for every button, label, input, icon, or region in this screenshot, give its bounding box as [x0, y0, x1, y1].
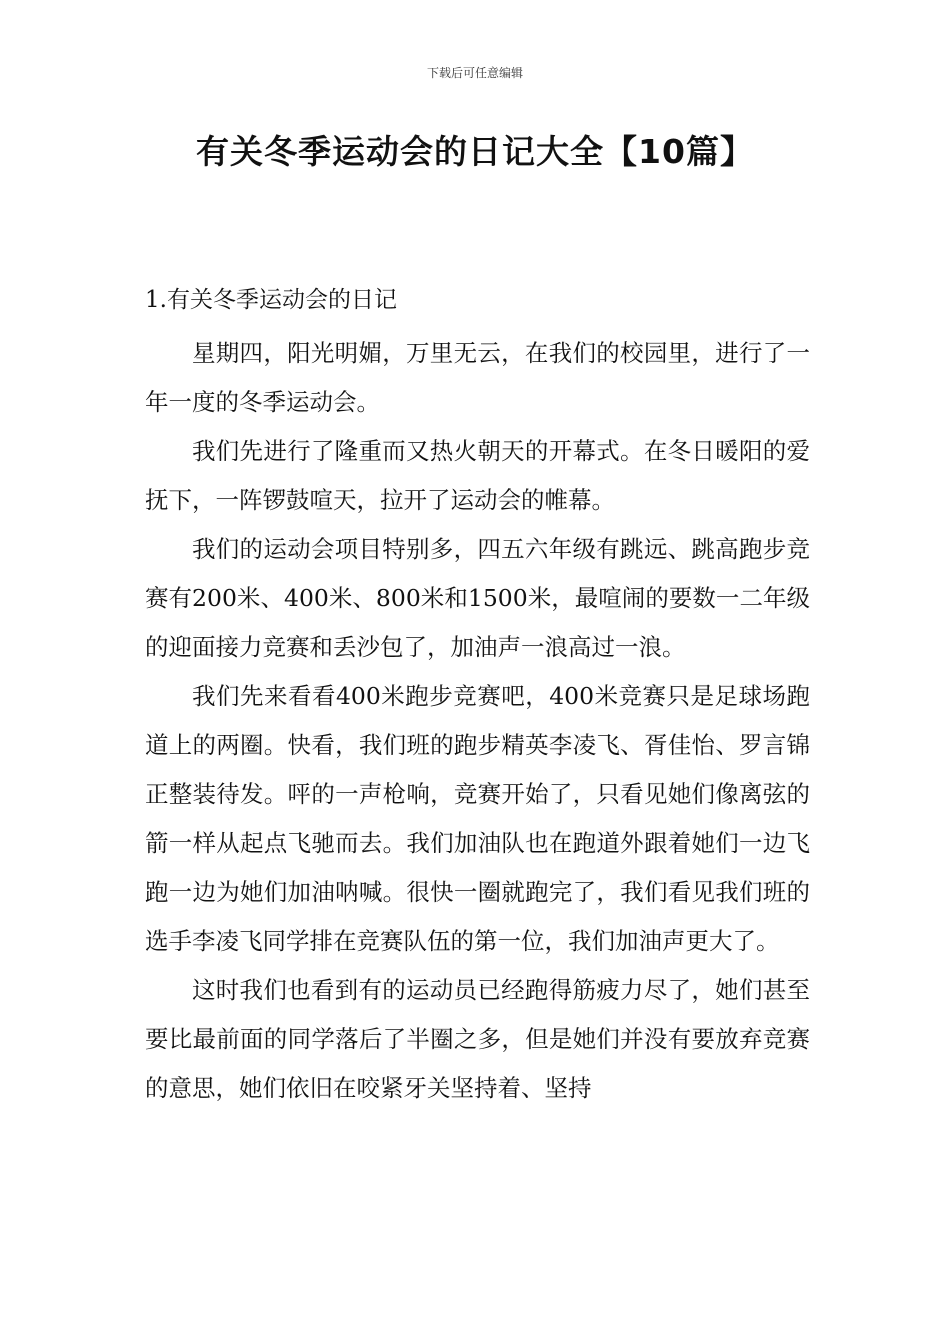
paragraph-1: 星期四，阳光明媚，万里无云，在我们的校园里，进行了一年一度的冬季运动会。 [145, 339, 810, 416]
document-body [145, 280, 810, 1113]
document-title: 有关冬季运动会的日记大全【10篇】 [196, 132, 754, 171]
section-heading: 1.有关冬季运动会的日记 [145, 287, 397, 313]
paragraph-4: 我们先来看看400米跑步竞赛吧，400米竞赛只是足球场跑道上的两圈。快看，我们班的跑步精英李凌飞、胥佳怡、罗言锦正整装待发。呯的一声枪响，竞赛开始了，只看见她们像离弦的箭一样从起点飞驰而去。我们加油队也在跑道外跟着她们一边飞跑一边为她们加油呐喊。很快一圈就跑完了，我们看见我们班的选手李凌飞同学排在竞赛队伍的第一位，我们加油声更大了。 [145, 682, 810, 955]
paragraph-2: 我们先进行了隆重而又热火朝天的开幕式。在冬日暖阳的爱抚下，一阵锣鼓喧天，拉开了运动会的帷幕。 [145, 437, 810, 514]
header-note: 下载后可任意编辑 [426, 66, 523, 80]
paragraph-5: 这时我们也看到有的运动员已经跑得筋疲力尽了，她们甚至要比最前面的同学落后了半圈之多，但是她们并没有要放弃竞赛的意思，她们依旧在咬紧牙关坚持着、坚持 [145, 976, 810, 1102]
paragraph-3: 我们的运动会项目特别多，四五六年级有跳远、跳高跑步竞赛有200米、400米、800米和1500米，最喧闹的要数一二年级的迎面接力竞赛和丢沙包了，加油声一浪高过一浪。 [145, 535, 810, 661]
